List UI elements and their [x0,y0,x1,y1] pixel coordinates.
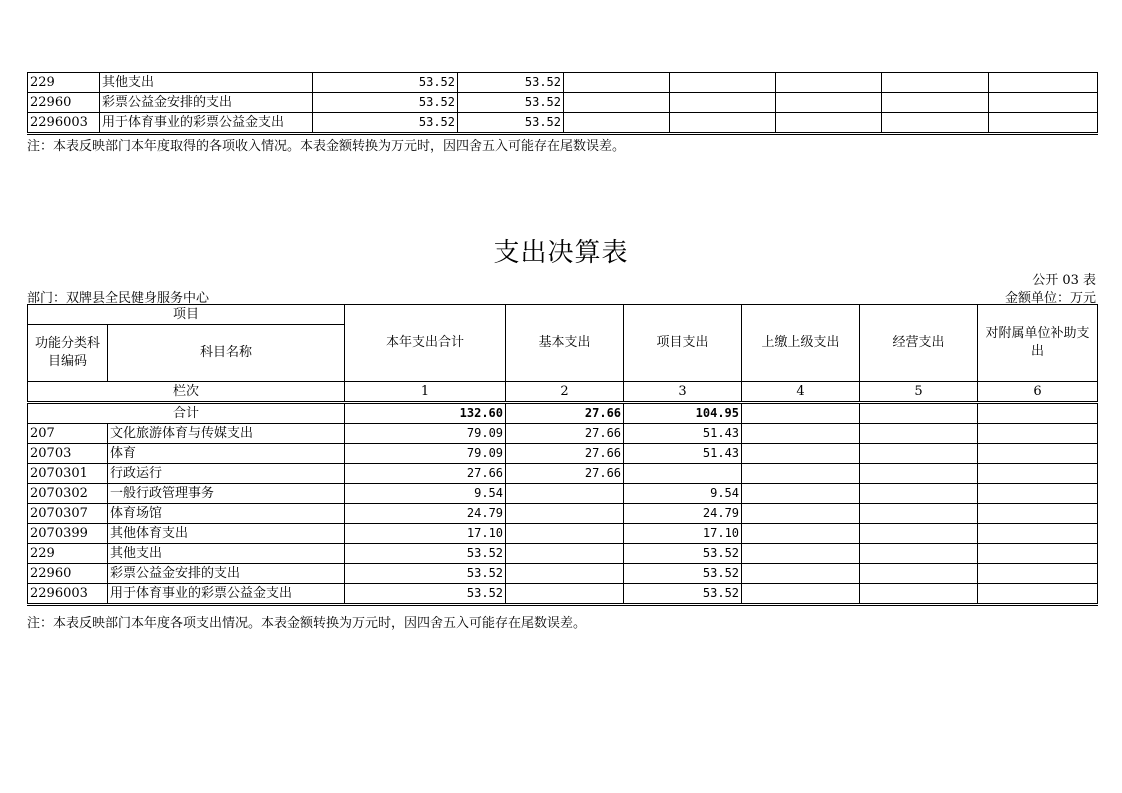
value-cell [860,504,978,524]
header-item: 项目 [28,305,345,325]
expense-table-note: 注：本表反映部门本年度各项支出情况。本表金额转换为万元时，因四舍五入可能存在尾数误差。 [27,616,587,631]
basic-value [506,524,624,544]
header-subject-name: 科目名称 [108,325,345,382]
name-cell: 其他体育支出 [108,524,345,544]
value-cell: 53.52 [313,113,458,134]
table-row [28,564,1098,584]
basic-value: 27.66 [506,444,624,464]
column-index: 1 [345,382,506,403]
value-cell [670,93,776,113]
value-cell [742,403,860,424]
basic-value [506,504,624,524]
code-cell: 2070302 [28,484,108,504]
total-value: 53.52 [345,544,506,564]
value-cell [978,484,1098,504]
basic-value [506,484,624,504]
income-table-note: 注：本表反映部门本年度取得的各项收入情况。本表金额转换为万元时，因四舍五入可能存在尾数误差。 [27,139,626,154]
value-cell [742,464,860,484]
table-row [28,584,1098,605]
value-cell [860,584,978,605]
table-row [28,504,1098,524]
value-cell [860,424,978,444]
form-number: 公开 03 表 [1032,273,1096,288]
code-cell: 2070307 [28,504,108,524]
value-cell [978,564,1098,584]
value-cell [978,403,1098,424]
basic-value: 27.66 [506,424,624,444]
code-cell: 2070301 [28,464,108,484]
name-cell: 其他支出 [100,73,313,93]
column-index: 2 [506,382,624,403]
value-cell [978,444,1098,464]
value-cell: 53.52 [458,73,564,93]
value-cell [978,544,1098,564]
value-cell [860,524,978,544]
total-value: 132.60 [345,403,506,424]
value-cell [978,464,1098,484]
project-value: 24.79 [624,504,742,524]
total-value: 24.79 [345,504,506,524]
expense-table [27,304,1098,606]
project-value [624,464,742,484]
name-cell: 用于体育事业的彩票公益金支出 [100,113,313,134]
total-row [28,403,1098,424]
name-cell: 彩票公益金安排的支出 [100,93,313,113]
value-cell [860,544,978,564]
value-cell [742,504,860,524]
header-subsidiary: 对附属单位补助支出 [978,305,1098,382]
name-cell: 彩票公益金安排的支出 [108,564,345,584]
income-table-continuation [27,72,1098,135]
total-value: 79.09 [345,444,506,464]
value-cell: 53.52 [313,73,458,93]
column-index-row [28,382,1098,403]
table-row [28,113,1098,134]
value-cell [882,73,989,93]
value-cell [742,584,860,605]
code-cell: 22960 [28,93,100,113]
value-cell [742,544,860,564]
value-cell [742,524,860,544]
value-cell [742,564,860,584]
name-cell: 文化旅游体育与传媒支出 [108,424,345,444]
code-cell: 229 [28,544,108,564]
code-cell: 2296003 [28,584,108,605]
value-cell [989,113,1098,134]
header-business: 经营支出 [860,305,978,382]
column-index: 4 [742,382,860,403]
table-row [28,424,1098,444]
code-cell: 2296003 [28,113,100,134]
value-cell [978,524,1098,544]
name-cell: 用于体育事业的彩票公益金支出 [108,584,345,605]
total-value: 17.10 [345,524,506,544]
code-cell: 229 [28,73,100,93]
value-cell: 53.52 [313,93,458,113]
value-cell [564,93,670,113]
value-cell [860,464,978,484]
value-cell [978,584,1098,605]
value-cell [882,113,989,134]
value-cell [978,424,1098,444]
project-value: 17.10 [624,524,742,544]
value-cell [742,484,860,504]
value-cell [860,444,978,464]
total-value: 53.52 [345,564,506,584]
project-value: 53.52 [624,564,742,584]
code-cell: 22960 [28,564,108,584]
table-row [28,464,1098,484]
header-upper: 上缴上级支出 [742,305,860,382]
project-value: 104.95 [624,403,742,424]
header-total: 本年支出合计 [345,305,506,382]
name-cell: 其他支出 [108,544,345,564]
value-cell [989,73,1098,93]
value-cell [776,113,882,134]
code-cell: 207 [28,424,108,444]
value-cell [564,113,670,134]
name-cell: 体育场馆 [108,504,345,524]
value-cell: 53.52 [458,93,564,113]
column-index: 6 [978,382,1098,403]
project-value: 9.54 [624,484,742,504]
basic-value [506,584,624,605]
project-value: 51.43 [624,444,742,464]
value-cell [776,73,882,93]
project-value: 51.43 [624,424,742,444]
name-cell: 行政运行 [108,464,345,484]
table-row [28,444,1098,464]
project-value: 53.52 [624,584,742,605]
value-cell [978,504,1098,524]
value-cell [776,93,882,113]
project-value: 53.52 [624,544,742,564]
value-cell: 53.52 [458,113,564,134]
total-value: 53.52 [345,584,506,605]
total-label: 合计 [28,403,345,424]
value-cell [989,93,1098,113]
header-row [28,305,1098,325]
value-cell [742,424,860,444]
value-cell [860,564,978,584]
value-cell [670,73,776,93]
value-cell [882,93,989,113]
table-row [28,524,1098,544]
value-cell [670,113,776,134]
table-row [28,93,1098,113]
header-basic: 基本支出 [506,305,624,382]
table-row [28,484,1098,504]
code-cell: 20703 [28,444,108,464]
total-value: 27.66 [345,464,506,484]
basic-value: 27.66 [506,464,624,484]
value-cell [742,444,860,464]
value-cell [564,73,670,93]
column-index: 5 [860,382,978,403]
page-title: 支出决算表 [493,238,629,268]
total-value: 79.09 [345,424,506,444]
table-row [28,73,1098,93]
value-cell [860,403,978,424]
basic-value [506,544,624,564]
basic-value [506,564,624,584]
column-index: 3 [624,382,742,403]
total-value: 9.54 [345,484,506,504]
unit-label: 金额单位：万元 [1004,291,1096,306]
value-cell [860,484,978,504]
header-project: 项目支出 [624,305,742,382]
department-label: 部门：双牌县全民健身服务中心 [27,291,210,306]
header-func-code: 功能分类科目编码 [28,325,108,382]
basic-value: 27.66 [506,403,624,424]
code-cell: 2070399 [28,524,108,544]
column-index-label: 栏次 [28,382,345,403]
table-row [28,544,1098,564]
name-cell: 一般行政管理事务 [108,484,345,504]
name-cell: 体育 [108,444,345,464]
